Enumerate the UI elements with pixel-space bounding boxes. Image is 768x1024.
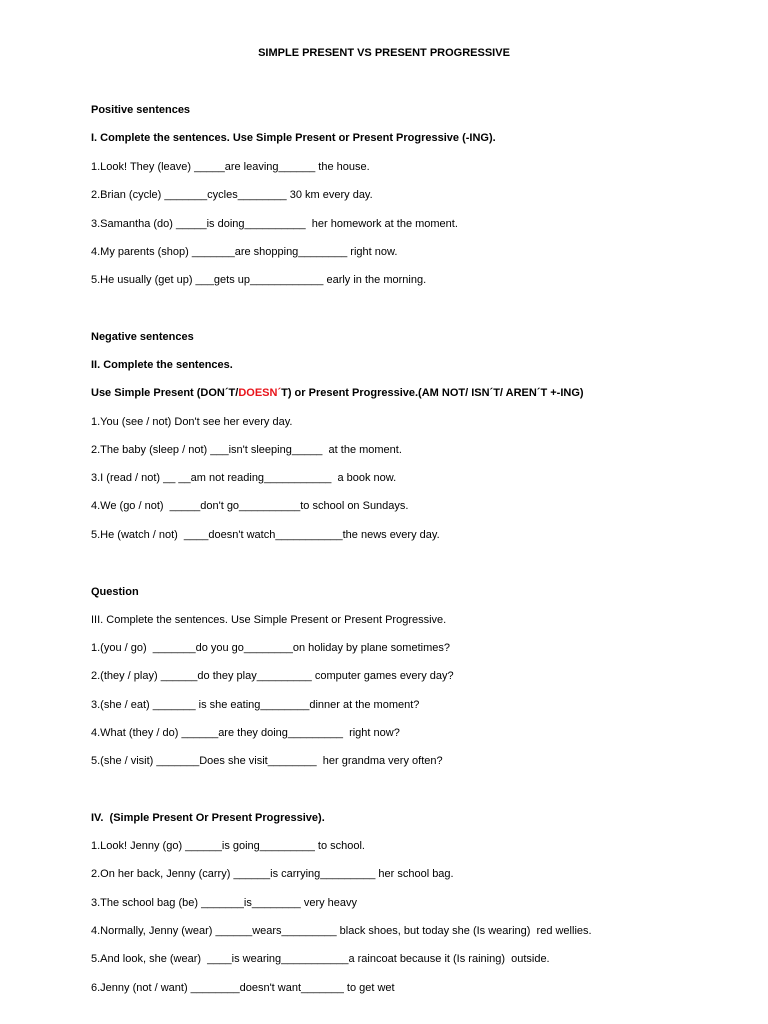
exercise-line: 4.My parents (shop) _______are shopping________ right now. xyxy=(91,246,398,258)
instruction-highlight: DOESN´ xyxy=(238,387,282,399)
exercise-line: 5.He usually (get up) ___gets up____________ early in the morning. xyxy=(91,274,427,286)
exercise-line: 2.(they / play) ______do they play_________ computer games every day? xyxy=(91,670,454,682)
exercise-line: 6.Jenny (not / want) ________doesn't want_______ to get wet xyxy=(91,982,395,994)
section-instruction-1: I. Complete the sentences. Use Simple Present or Present Progressive (-ING). xyxy=(91,132,496,144)
exercise-line: 1.Look! They (leave) _____are leaving______ the house. xyxy=(91,161,370,173)
exercise-line: 1.Look! Jenny (go) ______is going_________ to school. xyxy=(91,840,365,852)
exercise-line: 3.(she / eat) _______ is she eating________dinner at the moment? xyxy=(91,699,420,711)
section-instruction-2b xyxy=(91,386,584,400)
exercise-line: 5.He (watch / not) ____doesn't watch___________the news every day. xyxy=(91,529,440,541)
exercise-line: 2.The baby (sleep / not) ___isn't sleeping_____ at the moment. xyxy=(91,444,402,456)
exercise-line: 1.You (see / not) Don't see her every day. xyxy=(91,416,293,428)
page-title: SIMPLE PRESENT VS PRESENT PROGRESSIVE xyxy=(258,47,510,59)
section-instruction-2: II. Complete the sentences. xyxy=(91,359,233,371)
exercise-line: 2.On her back, Jenny (carry) ______is carrying_________ her school bag. xyxy=(91,868,454,880)
exercise-line: 3.I (read / not) __ __am not reading___________ a book now. xyxy=(91,472,397,484)
exercise-line: 3.Samantha (do) _____is doing__________ her homework at the moment. xyxy=(91,218,458,230)
exercise-line: 4.Normally, Jenny (wear) ______wears_________ black shoes, but today she (Is wearing) red wellies. xyxy=(91,925,592,937)
exercise-line: 4.What (they / do) ______are they doing_________ right now? xyxy=(91,727,400,739)
exercise-line: 3.The school bag (be) _______is________ very heavy xyxy=(91,897,358,909)
instruction-text: Use Simple Present (DON´T/ xyxy=(91,387,239,399)
exercise-line: 5.And look, she (wear) ____is wearing___________a raincoat because it (Is raining) outside. xyxy=(91,953,550,965)
exercise-line: 2.Brian (cycle) _______cycles________ 30 km every day. xyxy=(91,189,373,201)
section-instruction-3: III. Complete the sentences. Use Simple Present or Present Progressive. xyxy=(91,614,447,626)
exercise-line: 4.We (go / not) _____don't go__________to school on Sundays. xyxy=(91,500,409,512)
exercise-line: 5.(she / visit) _______Does she visit________ her grandma very often? xyxy=(91,755,443,767)
section-heading-negative: Negative sentences xyxy=(91,331,194,343)
section-heading-4: IV. (Simple Present Or Present Progressive). xyxy=(91,812,325,824)
exercise-line: 1.(you / go) _______do you go________on holiday by plane sometimes? xyxy=(91,642,450,654)
section-heading-question: Question xyxy=(91,586,139,598)
instruction-text: T) or Present Progressive.(AM NOT/ ISN´T/ AREN´T +-ING) xyxy=(281,387,584,399)
section-heading-positive: Positive sentences xyxy=(91,104,191,116)
